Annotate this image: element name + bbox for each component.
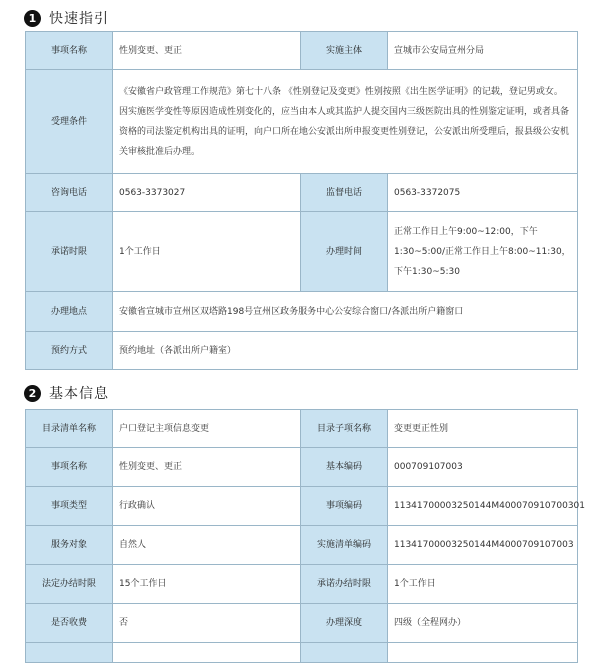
supervise-phone-label: 监督电话 bbox=[301, 174, 388, 212]
catalog-name-label: 目录清单名称 bbox=[26, 410, 113, 448]
impl-subject-label: 实施主体 bbox=[301, 32, 388, 70]
table-row bbox=[26, 526, 578, 565]
booking-label: 预约方式 bbox=[26, 332, 113, 370]
charge-value: 否 bbox=[113, 604, 301, 643]
quick-guide-table bbox=[25, 31, 578, 370]
table-row bbox=[26, 292, 578, 332]
section-basic-info-header bbox=[24, 383, 109, 403]
booking-value: 预约地址（各派出所户籍室） bbox=[113, 332, 578, 370]
table-row bbox=[26, 487, 578, 526]
conditions-label: 受理条件 bbox=[26, 70, 113, 174]
cut-off-cell bbox=[301, 643, 388, 663]
depth-value: 四级（全程网办） bbox=[388, 604, 578, 643]
promise-time-label: 承诺时限 bbox=[26, 212, 113, 292]
impl-code-value: 11341700003250144M4000709107003 bbox=[388, 526, 578, 565]
cut-off-cell bbox=[113, 643, 301, 663]
catalog-subitem-label: 目录子项名称 bbox=[301, 410, 388, 448]
promise-limit-label: 承诺办结时限 bbox=[301, 565, 388, 604]
table-row bbox=[26, 448, 578, 487]
section-title: 快速指引 bbox=[49, 11, 109, 27]
legal-limit-label: 法定办结时限 bbox=[26, 565, 113, 604]
cut-off-cell bbox=[26, 643, 113, 663]
section-title: 基本信息 bbox=[49, 386, 109, 402]
consult-phone-label: 咨询电话 bbox=[26, 174, 113, 212]
catalog-subitem-value: 变更更正性别 bbox=[388, 410, 578, 448]
section-number-badge: 2 bbox=[24, 385, 41, 402]
impl-subject-value: 宣城市公安局宣州分局 bbox=[388, 32, 578, 70]
catalog-name-value: 户口登记主项信息变更 bbox=[113, 410, 301, 448]
item-name-value: 性别变更、更正 bbox=[113, 32, 301, 70]
conditions-value: 《安徽省户政管理工作规范》第七十八条 《性别登记及变更》性别按照《出生医学证明》的记载，登记男或女。 因实施医学变性等原因造成性别变化的，应当由本人或其监护人提交国内三级医院出具的性别鉴定证明，或者具备资格的司法鉴定机构出具的证明，向户口所在地公安派出所申报变更性别登记，公安派出所受理后，报县级公安机关审核批准后办理。 bbox=[113, 70, 578, 174]
table-row bbox=[26, 32, 578, 70]
cut-off-cell bbox=[388, 643, 578, 663]
charge-label: 是否收费 bbox=[26, 604, 113, 643]
table-row bbox=[26, 174, 578, 212]
table-row bbox=[26, 565, 578, 604]
table-row bbox=[26, 70, 578, 174]
table-row bbox=[26, 604, 578, 643]
item-code-label: 事项编码 bbox=[301, 487, 388, 526]
service-target-label: 服务对象 bbox=[26, 526, 113, 565]
depth-label: 办理深度 bbox=[301, 604, 388, 643]
item-name-label: 事项名称 bbox=[26, 32, 113, 70]
item-name-label: 事项名称 bbox=[26, 448, 113, 487]
item-type-label: 事项类型 bbox=[26, 487, 113, 526]
service-target-value: 自然人 bbox=[113, 526, 301, 565]
item-type-value: 行政确认 bbox=[113, 487, 301, 526]
supervise-phone-value: 0563-3372075 bbox=[388, 174, 578, 212]
table-row bbox=[26, 410, 578, 448]
address-label: 办理地点 bbox=[26, 292, 113, 332]
office-hours-label: 办理时间 bbox=[301, 212, 388, 292]
address-value: 安徽省宣城市宣州区双塔路198号宣州区政务服务中心公安综合窗口/各派出所户籍窗口 bbox=[113, 292, 578, 332]
table-row bbox=[26, 212, 578, 292]
basic-info-table bbox=[25, 409, 585, 663]
base-code-value: 000709107003 bbox=[388, 448, 578, 487]
item-name-value: 性别变更、更正 bbox=[113, 448, 301, 487]
promise-limit-value: 1个工作日 bbox=[388, 565, 578, 604]
promise-time-value: 1个工作日 bbox=[113, 212, 301, 292]
consult-phone-value: 0563-3373027 bbox=[113, 174, 301, 212]
office-hours-value: 正常工作日上午9:00~12:00，下午1:30~5:00/正常工作日上午8:00~11:30，下午1:30~5:30 bbox=[388, 212, 578, 292]
table-row bbox=[26, 332, 578, 370]
section-number-badge: 1 bbox=[24, 10, 41, 27]
base-code-label: 基本编码 bbox=[301, 448, 388, 487]
impl-code-label: 实施清单编码 bbox=[301, 526, 388, 565]
legal-limit-value: 15个工作日 bbox=[113, 565, 301, 604]
section-quick-guide-header bbox=[24, 8, 109, 28]
item-code-value: 11341700003250144M400070910700301 bbox=[388, 487, 578, 526]
table-row bbox=[26, 643, 578, 663]
